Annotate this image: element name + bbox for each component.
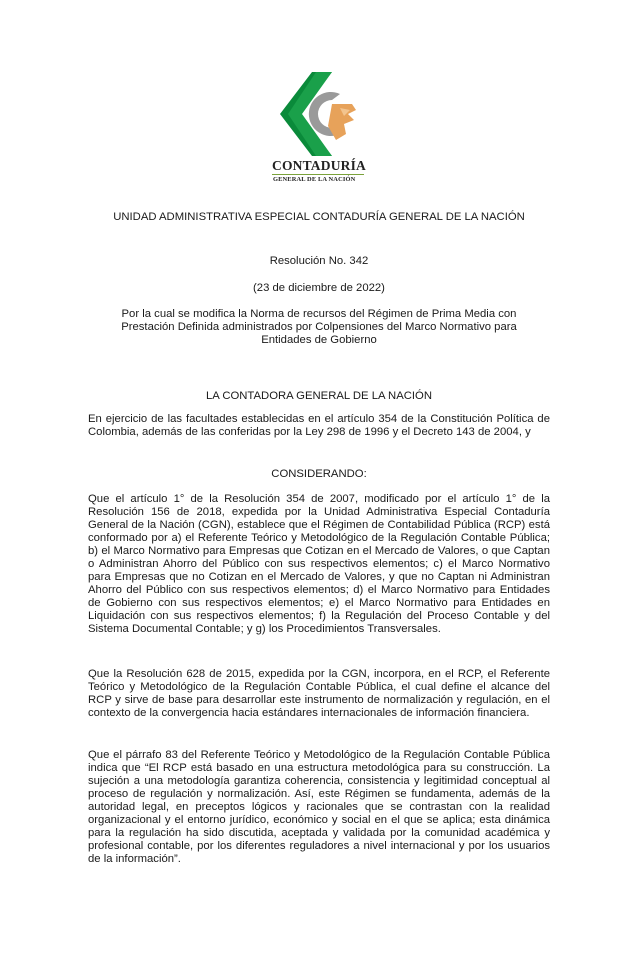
paragraph [88,668,550,720]
paragraph [88,493,550,636]
paragraph-text: Que el párrafo 83 del Referente Teórico y Metodológico de la Regulación Contable Pública indica que “El RCP está basado en una estructura metodológica para su construcción. La sujeción a una metodología garantiza coherencia, consistencia y legitimidad conceptual al proceso de regulación y normalización. Así, este Régimen se fundamenta, además de la autoridad legal, en preceptos lógicos y racionales que se contrastan con la realidad organizacional y el entorno jurídico, económico y social en el que se aplica; esta dinámica para la regulación ha sido discutida, aceptada y validada por la comunidad académica y profesional contable, por los diferentes reguladores a nivel internacional y por los usuarios de la información”. [88,749,550,865]
contaduria-emblem-icon [270,70,370,158]
entity-heading: UNIDAD ADMINISTRATIVA ESPECIAL CONTADURÍA GENERAL DE LA NACIÓN [113,211,525,223]
resolution-number: Resolución No. 342 [269,255,369,267]
resolution-date: (23 de diciembre de 2022) [253,282,385,294]
paragraph [88,749,550,866]
paragraph-text: Que el artículo 1° de la Resolución 354 de 2007, modificado por el artículo 1° de la Resolución 156 de 2018, expedida por la Unidad Administrativa Especial Contaduría General de la Nación (CGN), establece que el Régimen de Contabilidad Pública (RCP) está conformado por a) el Referente Teórico y Metodológico de la Regulación Contable Pública; b) el Marco Normativo para Empresas que Cotizan en el Mercado de Valores, o que Captan o Administran Ahorro del Público con sus respectivos elementos; c) el Marco Normativo para Empresas que no Cotizan en el Mercado de Valores, y que no Captan ni Administran Ahorro del Público con sus respectivos elementos; d) el Marco Normativo para Entidades de Gobierno con sus respectivos elementos; e) el Marco Normativo para Entidades en Liquidación con sus respectivos elementos; f) la Regulación del Proceso Contable y del Sistema Documental Contable; y g) los Procedimientos Transversales. [88,493,550,635]
preamble [88,413,550,439]
resolution-subject: Por la cual se modifica la Norma de recursos del Régimen de Prima Media con Prestación Definida administrados por Colpensiones del Marco Normativo para Entidades de Gobierno [121,308,517,346]
considering-heading: CONSIDERANDO: [271,468,367,480]
paragraph-text: Que la Resolución 628 de 2015, expedida por la CGN, incorpora, en el RCP, el Referente Teórico y Metodológico de la Regulación Contable Pública, el cual define el alcance del RCP y sirve de base para desarrollar este instrumento de normalización y regulación, en el contexto de la convergencia hacia estándares internacionales de información financiera. [88,668,550,719]
logo-wordmark: CONTADURÍA [272,158,367,173]
contaduria-logo [270,70,370,188]
logo-subtitle: GENERAL DE LA NACIÓN [273,176,356,183]
logo-divider [272,174,364,175]
preamble-text: En ejercicio de las facultades establecidas en el artículo 354 de la Constitución Política de Colombia, además de las conferidas por la Ley 298 de 1996 y el Decreto 143 de 2004, y [88,413,550,438]
authority-heading: LA CONTADORA GENERAL DE LA NACIÓN [206,390,432,402]
